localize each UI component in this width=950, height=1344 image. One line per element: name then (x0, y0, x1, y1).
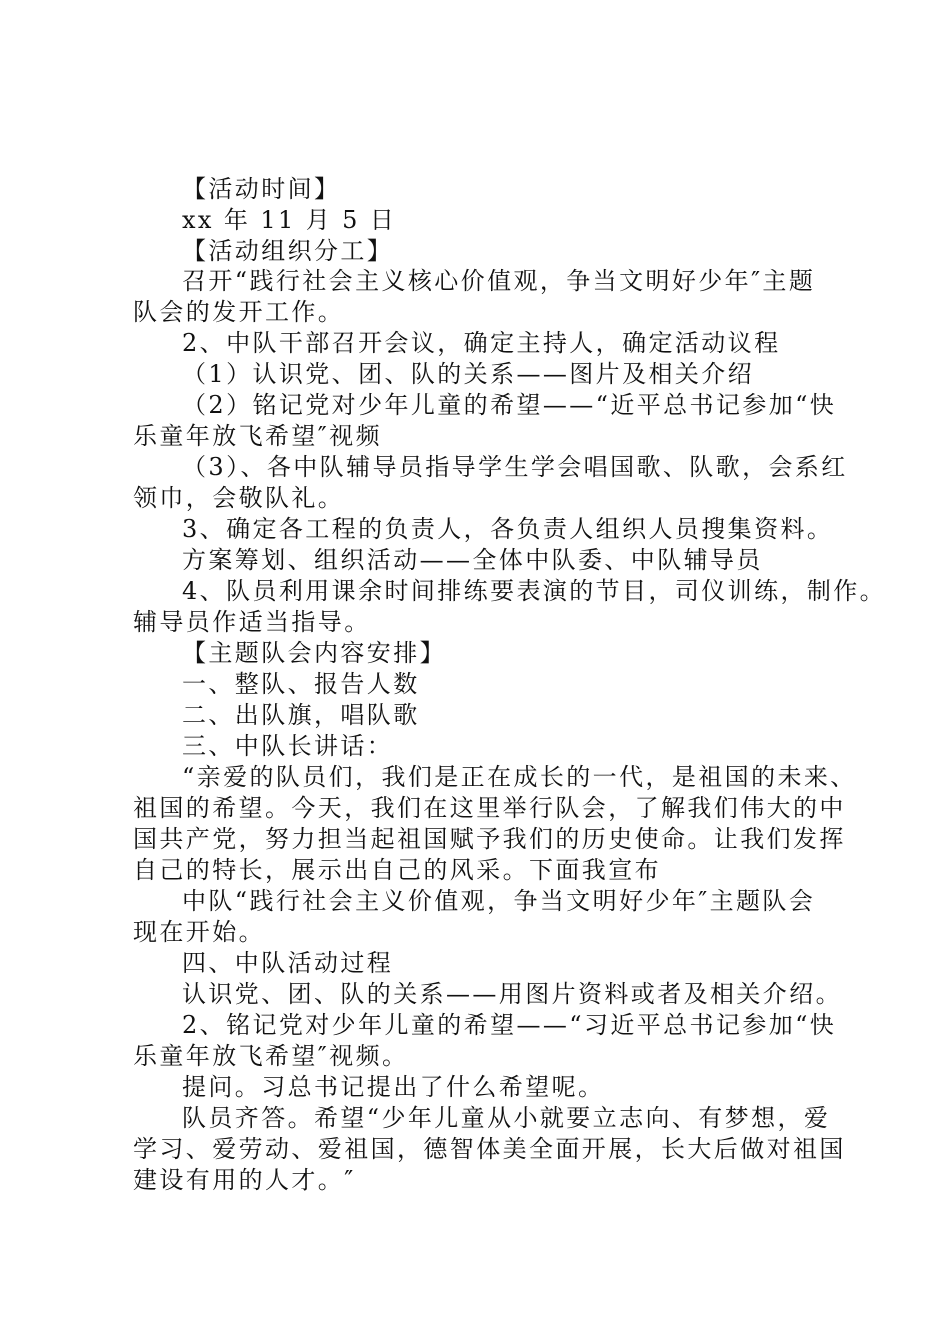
paragraph-line: 2、铭记党对少年儿童的希望——“习近平总书记参加“快 (182, 1011, 837, 1039)
agenda-item: 一、整队、报告人数 (182, 670, 420, 698)
heading-organization: 【活动组织分工】 (182, 237, 394, 265)
heading-content-arrangement: 【主题队会内容安排】 (182, 639, 446, 667)
paragraph-line: 4、队员利用课余时间排练要表演的节目，司仪训练，制作。 (182, 577, 887, 605)
paragraph-line: 辅导员作适当指导。 (133, 608, 371, 636)
paragraph-line: （3）、各中队辅导员指导学生学会唱国歌、队歌，会系红 (182, 453, 848, 481)
speech-line: 自己的特长，展示出自己的风采。下面我宣布 (133, 856, 661, 884)
heading-activity-time: 【活动时间】 (182, 175, 341, 203)
activity-date: xx 年 11 月 5 日 (182, 206, 397, 234)
paragraph-line: 3、确定各工程的负责人，各负责人组织人员搜集资料。 (182, 515, 834, 543)
paragraph-line: 建设有用的人才。″ (133, 1166, 356, 1194)
paragraph-line: 乐童年放飞希望″视频 (133, 422, 382, 450)
speech-line: 现在开始。 (133, 918, 265, 946)
paragraph-line: 队会的发开工作。 (133, 298, 345, 326)
paragraph-line: 提问。习总书记提出了什么希望呢。 (182, 1073, 605, 1101)
paragraph-line: 领巾，会敬队礼。 (133, 484, 345, 512)
paragraph-line: （1）认识党、团、队的关系——图片及相关介绍 (182, 360, 755, 388)
paragraph-line: 队员齐答。希望“少年儿童从小就要立志向、有梦想，爱 (182, 1104, 831, 1132)
paragraph-line: 2、中队干部召开会议，确定主持人，确定活动议程 (182, 329, 781, 357)
speech-line: 国共产党，努力担当起祖国赋予我们的历史使命。让我们发挥 (133, 825, 846, 853)
paragraph-line: 学习、爱劳动、爱祖国，德智体美全面开展，长大后做对祖国 (133, 1135, 846, 1163)
paragraph-line: 召开“践行社会主义核心价值观，争当文明好少年″主题 (182, 267, 816, 295)
paragraph-line: 乐童年放飞希望″视频。 (133, 1042, 409, 1070)
agenda-item: 二、出队旗，唱队歌 (182, 701, 420, 729)
speech-line: 中队“践行社会主义价值观，争当文明好少年″主题队会 (182, 887, 816, 915)
paragraph-line: 认识党、团、队的关系——用图片资料或者及相关介绍。 (182, 980, 842, 1008)
paragraph-line: （2）铭记党对少年儿童的希望——“近平总书记参加“快 (182, 391, 837, 419)
speech-line: 祖国的希望。今天，我们在这里举行队会，了解我们伟大的中 (133, 794, 846, 822)
agenda-item: 四、中队活动过程 (182, 949, 394, 977)
speech-line: “亲爱的队员们，我们是正在成长的一代，是祖国的未来、 (182, 763, 857, 791)
paragraph-line: 方案筹划、组织活动——全体中队委、中队辅导员 (182, 546, 763, 574)
agenda-item: 三、中队长讲话： (182, 732, 394, 760)
